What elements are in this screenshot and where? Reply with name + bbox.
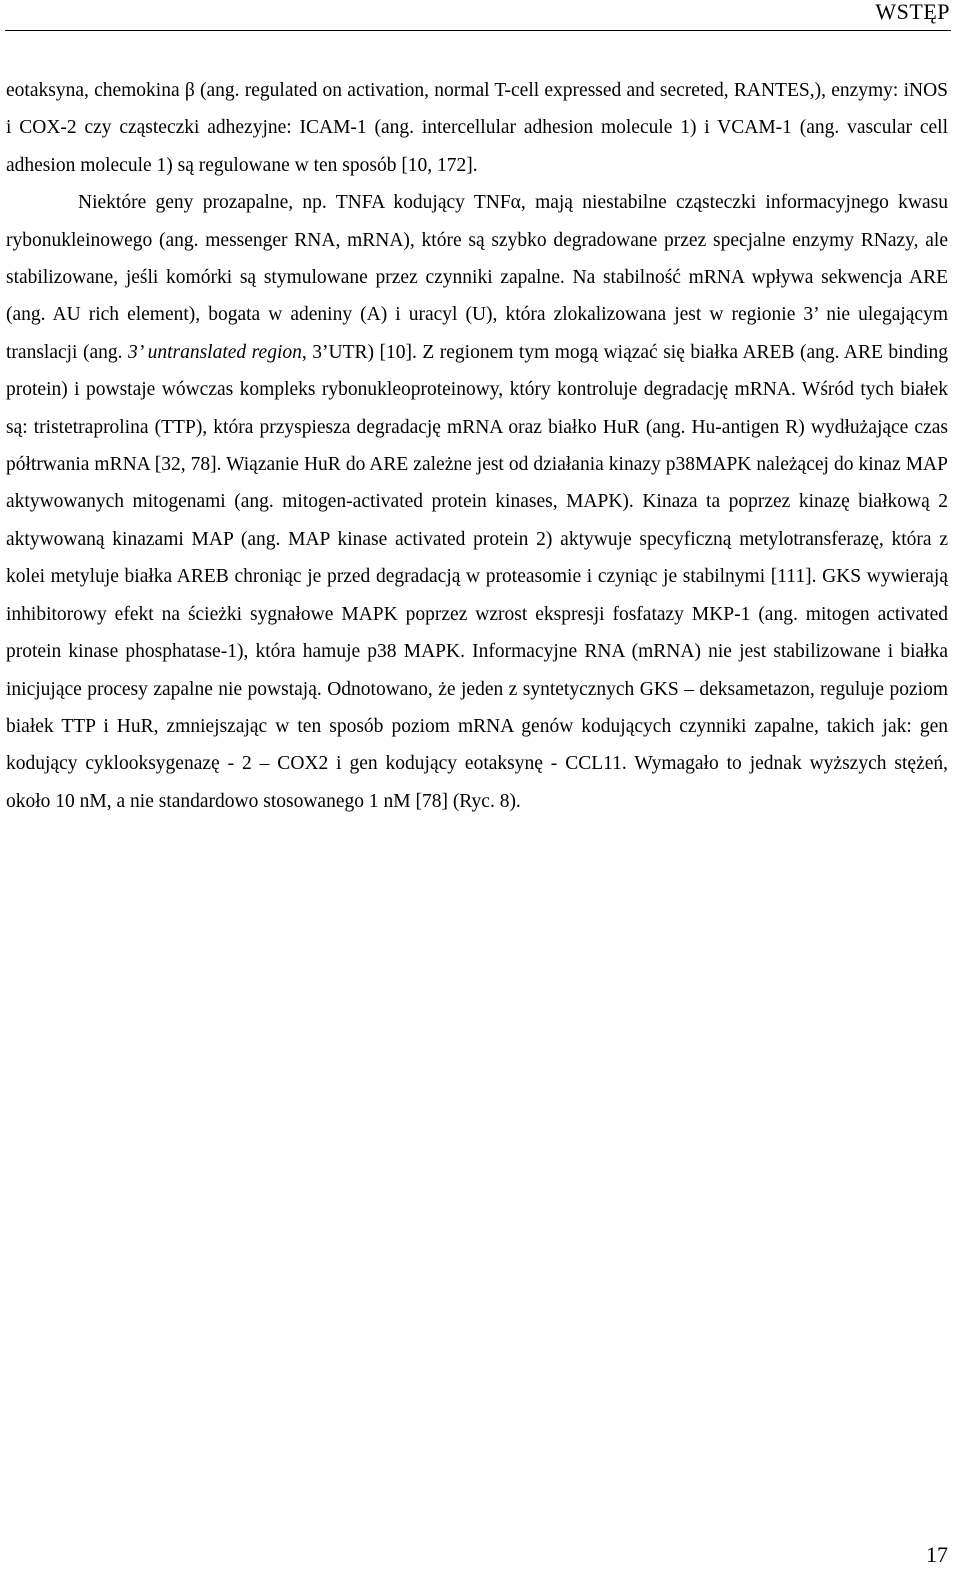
paragraph-2-text-start: Niektóre geny prozapalne, np. TNFA kodujący TNFα, mają niestabilne cząsteczki informacyjnego kwasu rybonukleinowego (ang. messenger RNA, mRNA), które są szybko degradowane przez specjalne enzymy RNazy, ale stabilizowane, jeśli komórki są stymulowane przez czynniki zapalne. Na stabilność mRNA wpływa sekwencja ARE (ang. AU rich element), bogata w adeniny (A) i uracyl (U), która zlokalizowana jest w regionie 3’ nie ulegającym translacji (ang. — [6, 192, 948, 363]
paragraph-2 — [6, 184, 948, 820]
paragraph-2-text-end: , 3’UTR) [10]. Z regionem tym mogą wiązać się białka AREB (ang. ARE binding protein) i powstaje wówczas kompleks rybonukleoproteinowy, który kontroluje degradację mRNA. Wśród tych białek są: tristetraprolina (TTP), która przyspiesza degradację mRNA oraz białko HuR (ang. Hu-antigen R) wydłużające czas półtrwania mRNA [32, 78]. Wiązanie HuR do ARE zależne jest od działania kinazy p38MAPK należącej do kinaz MAP aktywowanych mitogenami (ang. mitogen-activated protein kinases, MAPK). Kinaza ta poprzez kinazę białkową 2 aktywowaną kinazami MAP (ang. MAP kinase activated protein 2) aktywuje specyficzną metylotransferazę, która z kolei metyluje białka AREB chroniąc je przed degradacją w proteasomie i czyniąc je stabilnymi [111]. GKS wywierają inhibitorowy efekt na ścieżki sygnałowe MAPK poprzez wzrost ekspresji fosfatazy MKP-1 (ang. mitogen activated protein kinase phosphatase-1), która hamuje p38 MAPK. Informacyjne RNA (mRNA) nie jest stabilizowane i białka inicjujące procesy zapalne nie powstają. Odnotowano, że jeden z syntetycznych GKS – deksametazon, reguluje poziom białek TTP i HuR, zmniejszając w ten sposób poziom mRNA genów kodujących czynniki zapalne, takich jak: gen kodujący cyklooksygenazę - 2 – COX2 i gen kodujący eotaksynę - CCL11. Wymagało to jednak wyższych stężeń, około 10 nM, a nie standardowo stosowanego 1 nM [78] (Ryc. 8). — [6, 341, 948, 812]
header-rule — [5, 30, 951, 31]
body-text — [6, 72, 948, 820]
running-header: WSTĘP — [875, 0, 950, 24]
page-number: 17 — [926, 1542, 948, 1567]
paragraph-2-italic-term: 3’ untranslated region — [128, 341, 302, 363]
paragraph-1: eotaksyna, chemokina β (ang. regulated on activation, normal T-cell expressed and secreted, RANTES,), enzymy: iNOS i COX-2 czy cząsteczki adhezyjne: ICAM-1 (ang. intercellular adhesion molecule 1) i VCAM-1 (ang. vascular cell adhesion molecule 1) są regulowane w ten sposób [10, 172]. — [6, 80, 948, 176]
